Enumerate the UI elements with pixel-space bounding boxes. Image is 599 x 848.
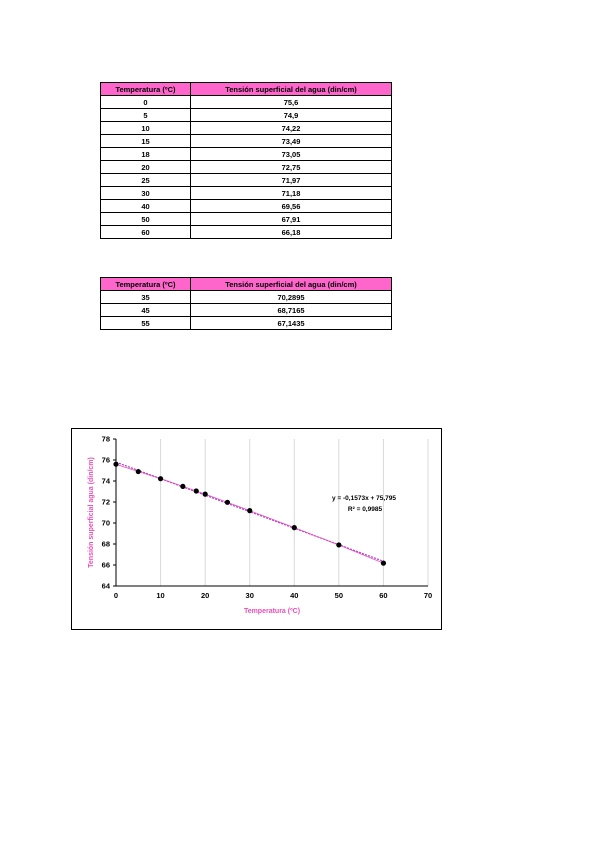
tension-cell: 74,22	[191, 122, 392, 135]
data-point	[194, 488, 199, 493]
y-axis-title: Tensión superficial agua (din/cm)	[88, 457, 95, 568]
scatter-chart	[72, 429, 441, 629]
y-tick-label: 74	[101, 476, 110, 486]
x-tick-label: 30	[245, 591, 254, 600]
temperature-cell: 40	[101, 200, 191, 213]
y-tick-label: 78	[101, 434, 110, 444]
y-tick-label: 68	[101, 539, 110, 549]
chart-area	[71, 428, 442, 630]
tension-cell: 73,05	[191, 148, 392, 161]
data-point	[158, 476, 163, 481]
r-squared-label: R² = 0,9985	[347, 506, 383, 513]
table-row	[101, 213, 392, 226]
temperature-cell: 30	[101, 187, 191, 200]
column-header-temperature: Temperatura (ºC)	[101, 278, 191, 291]
tension-cell: 71,18	[191, 187, 392, 200]
grid-lines	[161, 439, 428, 586]
tension-cell: 69,56	[191, 200, 392, 213]
table-row	[101, 200, 392, 213]
tension-cell: 68,7165	[191, 304, 392, 317]
tension-cell: 74,9	[191, 109, 392, 122]
data-point	[336, 542, 341, 547]
x-axis-title: Temperatura (ºC)	[243, 608, 301, 615]
table-header-row	[101, 83, 392, 96]
tension-cell: 66,18	[191, 226, 392, 239]
x-tick-label: 70	[423, 591, 433, 600]
column-header-tension: Tensión superficial del agua (din/cm)	[191, 278, 392, 291]
x-tick-label: 20	[200, 591, 210, 600]
trendline-equation: y = -0,1573x + 75,795	[332, 495, 396, 502]
table-row	[101, 96, 392, 109]
table-row	[101, 291, 392, 304]
temperature-cell: 35	[101, 291, 191, 304]
temperature-cell: 45	[101, 304, 191, 317]
x-tick-label: 50	[334, 591, 344, 600]
y-tick-label: 76	[101, 455, 110, 465]
data-point	[381, 561, 386, 566]
column-header-temperature: Temperatura (ºC)	[101, 83, 191, 96]
data-point	[203, 492, 208, 497]
table-row	[101, 161, 392, 174]
column-header-tension: Tensión superficial del agua (din/cm)	[191, 83, 392, 96]
y-tick-label: 70	[101, 518, 110, 528]
table-header-row	[101, 278, 392, 291]
interpolated-tension-table	[100, 277, 392, 330]
x-tick-label: 10	[156, 591, 165, 600]
y-tick-label: 66	[101, 560, 110, 570]
data-point	[292, 525, 297, 530]
tension-cell: 72,75	[191, 161, 392, 174]
data-point	[180, 484, 185, 489]
x-tick-label: 0	[113, 591, 119, 600]
table-row	[101, 135, 392, 148]
tension-cell: 73,49	[191, 135, 392, 148]
table-row	[101, 109, 392, 122]
data-point	[225, 500, 230, 505]
tension-cell: 67,91	[191, 213, 392, 226]
table-row	[101, 174, 392, 187]
temperature-cell: 60	[101, 226, 191, 239]
table-row	[101, 226, 392, 239]
tension-cell: 75,6	[191, 96, 392, 109]
data-point	[113, 462, 118, 467]
temperature-tension-table	[100, 82, 392, 239]
temperature-cell: 15	[101, 135, 191, 148]
y-tick-label: 64	[101, 581, 110, 591]
temperature-cell: 25	[101, 174, 191, 187]
table-row	[101, 148, 392, 161]
data-point	[247, 508, 252, 513]
temperature-cell: 18	[101, 148, 191, 161]
x-tick-label: 60	[379, 591, 388, 600]
tension-cell: 71,97	[191, 174, 392, 187]
tension-cell: 70,2895	[191, 291, 392, 304]
tension-cell: 67,1435	[191, 317, 392, 330]
table-row	[101, 122, 392, 135]
temperature-cell: 10	[101, 122, 191, 135]
table-row	[101, 317, 392, 330]
x-tick-label: 40	[290, 591, 299, 600]
temperature-cell: 50	[101, 213, 191, 226]
data-point	[136, 469, 141, 474]
temperature-cell: 55	[101, 317, 191, 330]
table-row	[101, 304, 392, 317]
table-row	[101, 187, 392, 200]
temperature-cell: 0	[101, 96, 191, 109]
temperature-cell: 5	[101, 109, 191, 122]
y-tick-label: 72	[101, 497, 110, 507]
temperature-cell: 20	[101, 161, 191, 174]
